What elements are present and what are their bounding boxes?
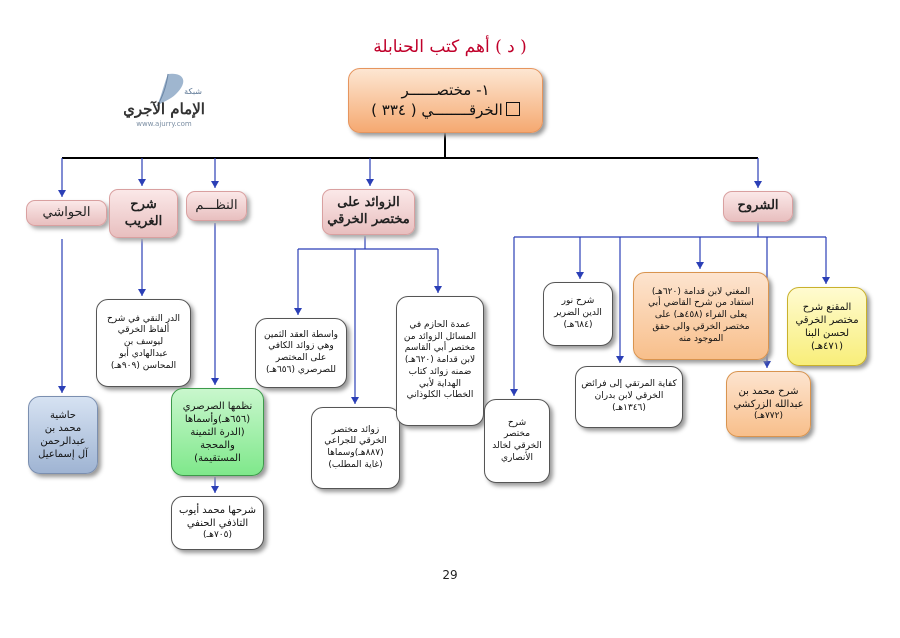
box-nazm-sarsari <box>171 388 264 476</box>
root-line2 <box>371 101 520 121</box>
box-zawaid-jarai <box>311 407 400 489</box>
umdat-line-2: المسائل الزوائد من <box>403 331 477 342</box>
category-gharib-label-1: شرح <box>130 196 157 212</box>
zawaid-jarai-line-3: (٨٨٧هـ)وسماها <box>327 448 384 458</box>
kifaya-line-3: (١٣٤٦هـ) <box>612 402 646 413</box>
root-checkbox-icon <box>506 102 520 116</box>
sharh-nur-line-1: شرح نور <box>561 296 595 307</box>
mughni-line-4: مختصر الخرقي والى حقق <box>652 321 750 332</box>
nazm-sarsari-line-1: نظمها الصرصري <box>182 400 253 412</box>
hashiya-line-3: عبدالرحمن <box>40 436 86 447</box>
mughni-line-5: الموجود منه <box>678 333 724 344</box>
hashiya-line-4: آل إسماعيل <box>38 449 88 460</box>
box-sharh-zarkashi <box>726 371 811 437</box>
category-nazm-label: النظـــم <box>195 197 238 213</box>
muqni-line-2: مختصر الخرقي <box>795 314 859 326</box>
zarkashi-line-1: شرح محمد بن <box>738 386 799 398</box>
mughni-line-3: يعلى الفراء (٤٥٨هـ) على <box>654 310 748 321</box>
nazm-sharh-line-1: شرحها محمد أيوب <box>178 505 257 517</box>
umdat-line-5: ضمنه زوائد كتاب <box>408 366 472 377</box>
sharh-ansari-line-2: مختصر <box>503 429 531 440</box>
box-mughni-ibn-qudama <box>633 272 769 360</box>
sharh-ansari-line-1: شرح <box>507 417 527 428</box>
zawaid-jarai-line-4: (غاية المطلب) <box>328 459 383 470</box>
durr-line-5: المحاسن (٩٠٩هـ) <box>110 360 177 371</box>
muqni-line-1: المقنع شرح <box>802 301 852 313</box>
mughni-line-2: استفاد من شرح القاضي أبي <box>648 298 754 309</box>
kifaya-line-1: كفاية المرتقي إلى فرائض <box>581 379 677 390</box>
hashiya-line-2: محمد بن <box>44 423 82 434</box>
muqni-line-4: (٤٧١هـ) <box>810 340 844 352</box>
page-number: 29 <box>442 568 458 582</box>
umdat-line-7: الخطاب الكلوذاني <box>406 390 474 401</box>
sharh-ansari-line-4: الأنصاري <box>500 452 534 463</box>
zawaid-jarai-line-2: الخرقي للجراعي <box>324 436 387 447</box>
zarkashi-line-2: عبدالله الزركشي <box>733 399 804 411</box>
wasita-line-2: وهي زوائد الكافي <box>268 341 334 352</box>
box-sharh-ansari <box>484 399 550 483</box>
box-umdat-hazim <box>396 296 484 426</box>
category-hawashi <box>26 200 107 226</box>
wasita-line-4: للصرصري (٦٥٦هـ) <box>266 364 336 375</box>
durr-line-1: الدر النقي في شرح <box>106 313 181 324</box>
box-kifaya-murtaqi <box>575 366 683 428</box>
umdat-line-1: عمدة الحازم في <box>409 320 471 331</box>
zarkashi-line-3: (٧٧٢هـ) <box>754 411 783 422</box>
box-muqni-hasan-banna <box>787 287 867 366</box>
nazm-sarsari-line-3: (الدرة الثمينة <box>190 426 245 438</box>
logo-name-line2: الإمام الآجري <box>124 100 204 118</box>
nazm-sharh-line-2: التاذفي الحنفي <box>186 518 249 530</box>
category-shuruh <box>723 191 793 222</box>
page-title: ( د ) أهم كتب الحنابلة <box>373 37 527 57</box>
durr-line-3: ليوسف بن <box>123 337 164 348</box>
box-nazm-sharh-tadhifi <box>171 496 264 550</box>
umdat-line-6: الهداية لأبي <box>419 378 461 389</box>
sharh-nur-line-2: الدين الضرير <box>554 308 602 319</box>
category-gharib <box>109 189 178 238</box>
sharh-nur-line-3: (٦٨٤هـ) <box>563 319 593 330</box>
nazm-sarsari-line-4: والمحجة <box>200 439 235 451</box>
box-sharh-nur-darir <box>543 282 613 346</box>
umdat-line-3: مختصر أبي القاسم <box>404 343 476 354</box>
kifaya-line-2: الخرقي لابن بدران <box>594 391 664 402</box>
category-hawashi-label: الحواشي <box>42 204 91 220</box>
category-zawaid-label-1: الزوائد على <box>337 195 400 211</box>
nazm-sharh-line-3: (٧٠٥هـ) <box>203 530 232 541</box>
durr-line-2: ألفاظ الخرقي <box>117 325 170 336</box>
category-nazm <box>186 191 247 221</box>
muqni-line-3: لحسن البنا <box>804 327 850 339</box>
category-zawaid-label-2: مختصر الخرقي <box>327 212 410 227</box>
mughni-line-1: المغني لابن قدامة (٦٢٠هـ) <box>651 286 751 297</box>
nazm-sarsari-line-2: (٦٥٦هـ)وأسماها <box>184 413 251 425</box>
umdat-line-4: لابن قدامة (٦٢٠هـ) <box>404 355 476 366</box>
nazm-sarsari-line-5: المستقيمة) <box>194 452 241 464</box>
root-mukhtasar-khiraqi <box>348 68 543 133</box>
sharh-ansari-line-3: الخرقي لخالد <box>492 441 542 451</box>
box-wasita-aqd <box>255 318 347 388</box>
durr-line-4: عبدالهادي أبو <box>119 348 168 359</box>
category-shuruh-label: الشروح <box>737 198 779 214</box>
box-durr-naqi <box>96 299 191 387</box>
wasita-line-3: على المختصر <box>275 353 327 363</box>
root-line2-text: الخرقــــــــي ( ٣٣٤ ) <box>371 100 503 119</box>
box-hashiya-al-ismail <box>28 396 98 474</box>
category-gharib-label-2: الغريب <box>124 213 163 229</box>
category-zawaid <box>322 189 415 235</box>
root-line1: ١- مختصــــــر <box>401 81 490 99</box>
hashiya-line-1: حاشية <box>50 410 76 421</box>
zawaid-jarai-line-1: زوائد مختصر <box>331 424 380 435</box>
logo-name-line1: شبكة <box>184 87 202 96</box>
logo-site: www.ajurry.com <box>136 120 192 128</box>
wasita-line-1: واسطة العقد الثمين <box>264 329 338 340</box>
